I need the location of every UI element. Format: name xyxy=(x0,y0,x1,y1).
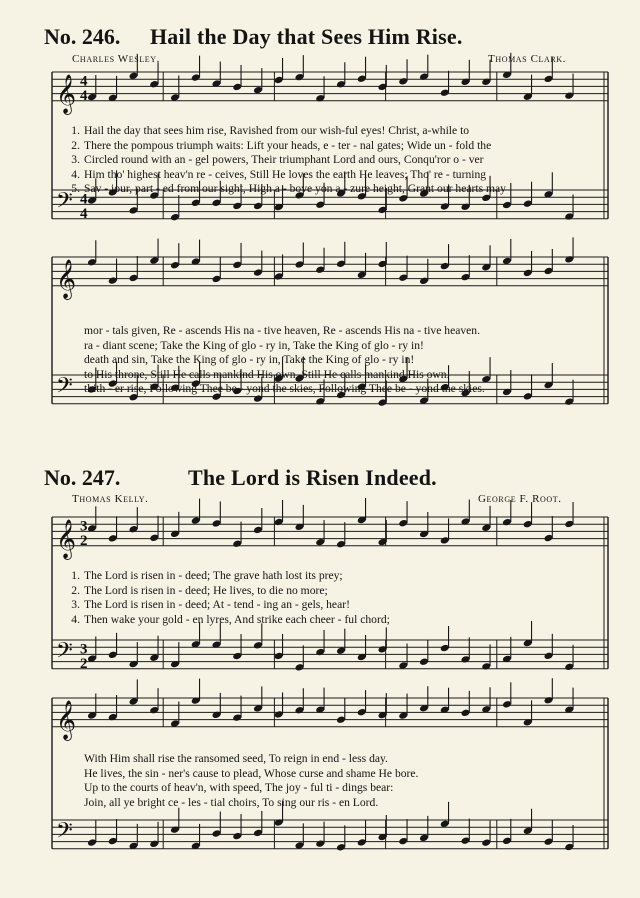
treble-clef-icon: 𝄞 xyxy=(56,699,77,740)
bass-clef-icon: 𝄢 xyxy=(56,188,73,219)
verse-lyrics xyxy=(60,752,618,810)
time-signature-top: 4 xyxy=(80,73,88,90)
verse-line: 2. There the pompous triumph waits: Lift your heads, e - ter - nal gates; Wide un - fold the xyxy=(71,138,492,152)
verse-line: to His throne, Still He calls mankind His own, Still He calls mankind His own. xyxy=(84,367,450,381)
verse-line: 2. The Lord is risen in - deed; He lives, to die no more; xyxy=(71,583,328,597)
verse-line: With Him shall rise the ransomed seed, To reign in end - less day. xyxy=(84,752,388,765)
hymn-number: No. 246. xyxy=(44,24,121,49)
treble-clef-icon: 𝄞 xyxy=(56,73,77,114)
verse-line: ra - diant scene; Take the King of glo - ry in, Take the King of glo - ry in! xyxy=(84,338,424,352)
time-signature-top: 4 xyxy=(80,191,88,208)
verse-line: 3. Circled round with an - gel powers, Their triumphant Lord and ours, Conqu'ror o - ver xyxy=(71,153,484,167)
time-signature-bottom: 4 xyxy=(80,87,88,104)
verse-line: 1. Hail the day that sees him rise, Ravished from our wish-ful eyes! Christ, a-while to xyxy=(71,124,470,137)
bass-clef-icon: 𝄢 xyxy=(56,373,73,404)
treble-clef-icon: 𝄞 xyxy=(56,518,77,559)
composer-credit: Thomas Clark. xyxy=(488,53,567,65)
hymn-title: The Lord is Risen Indeed. xyxy=(188,465,437,490)
verse-line: Join, all ye bright ce - les - tial choirs, To sing our ris - en Lord. xyxy=(84,795,379,809)
bass-clef-icon: 𝄢 xyxy=(56,638,73,669)
verse-line: Up to the courts of heav'n, with speed, The joy - ful ti - dings bear: xyxy=(84,781,394,795)
hymn-title: Hail the Day that Sees Him Rise. xyxy=(150,24,463,49)
verse-line: 4. Him tho' highest heav'n re - ceives, Still He loves the earth He leaves; Tho' re - turning xyxy=(71,167,487,181)
verse-line: He lives, the sin - ner's cause to plead, Whose curse and shame He bore. xyxy=(84,766,419,780)
hymn-number: No. 247. xyxy=(44,465,121,490)
author-credit: Thomas Kelly. xyxy=(72,493,149,505)
time-signature-bottom: 4 xyxy=(80,205,88,222)
verse-line: 1. The Lord is risen in - deed; The grave hath lost its prey; xyxy=(71,569,343,582)
time-signature-top: 3 xyxy=(80,518,88,535)
time-signature-top: 3 xyxy=(80,641,88,658)
verse-line: 5. Sav - iour, part - ed from our sight, High a - bove yon a - zure height, Grant our hearts may xyxy=(71,182,506,196)
treble-clef-icon: 𝄞 xyxy=(56,258,77,299)
verse-line: thith - er rise, Following Thee be - yond the skies, Following Thee be - yond the skies. xyxy=(84,382,485,396)
bass-clef-icon: 𝄢 xyxy=(56,818,73,849)
verse-line: death and sin, Take the King of glo - ry in, Take the King of glo - ry in! xyxy=(84,353,415,367)
time-signature-bottom: 2 xyxy=(80,532,88,549)
verse-line: 3. The Lord is risen in - deed; At - tend - ing an - gels, hear! xyxy=(71,598,350,612)
time-signature-bottom: 2 xyxy=(80,655,88,672)
composer-credit: George F. Root. xyxy=(478,493,562,505)
author-credit: Charles Wesley. xyxy=(72,53,161,65)
verse-line: 4. Then wake your gold - en lyres, And strike each cheer - ful chord; xyxy=(71,612,390,626)
verse-line: mor - tals given, Re - ascends His na - tive heaven, Re - ascends His na - tive heaven. xyxy=(84,324,480,337)
